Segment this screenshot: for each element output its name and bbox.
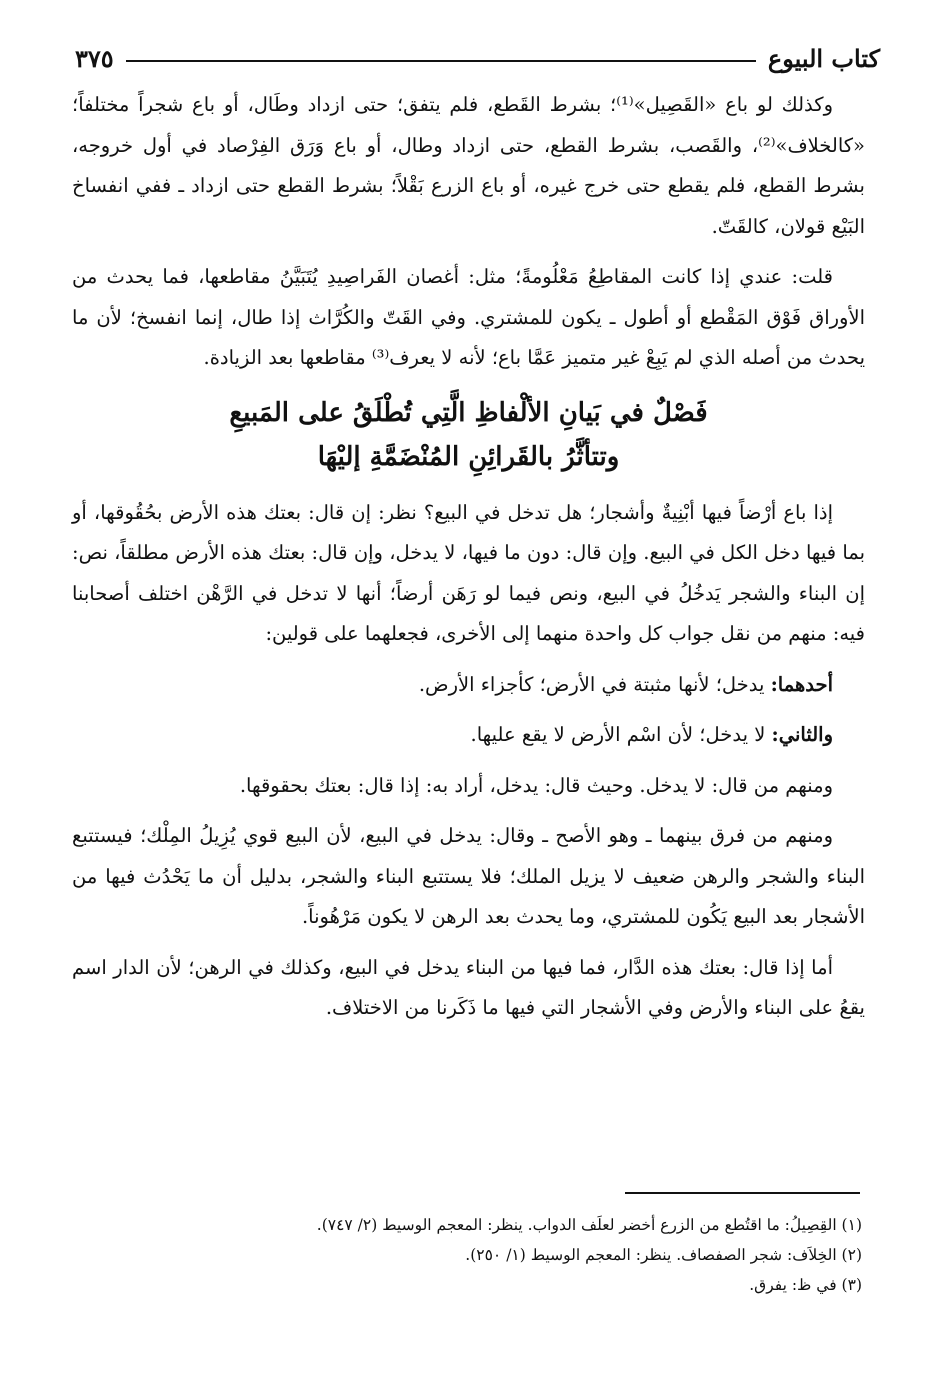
second-opinion-text: لا يدخل؛ لأن اسْم الأرض لا يقع عليها. xyxy=(470,723,772,746)
footnote-1: (١) القِصِيلُ: ما اقتُطع من الزرع أخضر لعلَف الدواب. ينظر: المعجم الوسيط (٢/ ٧٤٧). xyxy=(316,1216,862,1234)
section-heading-line-1: فَصْلٌ في بَيانِ الألْفاظِ الَّتِي تُطْلَقُ على المَبيعِ xyxy=(229,397,708,428)
header-rule xyxy=(126,60,756,62)
paragraph-first-opinion xyxy=(72,665,865,706)
page-body xyxy=(72,85,865,1039)
page-number: ٣٧٥ xyxy=(75,43,114,73)
first-opinion-label: أحدهما: xyxy=(770,672,833,696)
second-opinion-label: والثاني: xyxy=(771,723,833,746)
page-header xyxy=(75,38,880,78)
book-title: كتاب البيوع xyxy=(767,43,880,73)
paragraph-land-sale: إذا باع أرْضاً فيها أبْنِيةٌ وأشجار؛ هل تدخل في البيع؟ نظر: إن قال: بعتك هذه الأرض بحُقُوقها، أو بما فيها دخل الكل في البيع. وإن قال: دون ما فيها، لا يدخل، وإن قال: بعتك هذه الأرض مطلقاً، نص: إن البناء والشجر يَدخُلُ في البيع، ونص فيما لو رَهَن أرضاً؛ أنها لا تدخل في الرَّهْن اختلف أصحابنا فيه: منهم من نقل جواب كل واحدة منهما إلى الأخرى، فجعلهما على قولين: xyxy=(72,500,865,645)
paragraph-author-opinion: قلت: عندي إذا كانت المقاطِعُ مَعْلُومةً؛ مثل: أغصان الفَراصِيدِ يُتَبَيَّنُ مقاطعها، فما يحدث من الأوراق فَوْق المَقْطع أو أطول ـ يكون للمشتري. وفي القَتّ والكُرَّاث إذا طال، إنما انفسخ؛ لأن ما يحدث من أصله الذي لم يَبِعْ غير متميز عَمَّا باع؛ لأنه لا يعرف⁽³⁾ مقاطعها بعد الزيادة. xyxy=(72,265,865,369)
paragraph-house-sale: أما إذا قال: بعتك هذه الدَّار، فما فيها من البناء يدخل في البيع، وكذلك في الرهن؛ لأن الدار اسم يقعُ على البناء والأرض وفي الأشجار التي فيها ما ذَكَرنا من الاختلاف. xyxy=(72,955,865,1019)
first-opinion-text: يدخل؛ لأنها مثبتة في الأرض؛ كأجزاء الأرض. xyxy=(418,672,771,696)
paragraph-second-opinion xyxy=(72,715,865,756)
footnote-2: (٢) الخِلاَف: شجر الصفصاف. ينظر: المعجم الوسيط (١/ ٢٥٠). xyxy=(465,1246,862,1264)
paragraph-other-view: ومنهم من قال: لا يدخل. وحيث قال: يدخل، أراد به: إذا قال: بعتك بحقوقها. xyxy=(239,773,833,797)
paragraph-distinction: ومنهم من فرق بينهما ـ وهو الأصح ـ وقال: يدخل في البيع، لأن البيع قوي يُزِيلُ المِلْك؛ فيستتبع البناء والشجر والرهن ضعيف لا يزيل الملك؛ فلا يستتبع البناء والشجر، بدليل أن ما يَحْدُث فيها من الأشجار بعد البيع يَكُون للمشتري، وما يحدث بعد الرهن لا يكون مَرْهُوناً. xyxy=(72,824,865,928)
footnote-3: (٣) في ظ: يفرق. xyxy=(749,1276,862,1294)
section-heading-line-2: وتتأثَّرُ بالقَرائِنِ المُنْضَمَّةِ إليْهَا xyxy=(317,441,620,472)
paragraph-qasil: وكذلك لو باع «القَصِيل»⁽¹⁾؛ بشرط القَطع، فلم يتفق؛ حتى ازداد وطَال، أو باع شجراً مختلفاً؛ «كالخلاف»⁽²⁾، والقَصب، بشرط القطع، حتى ازداد وطال، أو باع وَرَق الفِرْصاد في أول خروجه، بشرط القطع، فلم يقطع حتى خرج غيره، أو باع الزرع بَقْلاً؛ بشرط القطع حتى ازداد ـ ففي انفساخ البَيْع قولان، كالقَتّ. xyxy=(72,93,865,238)
section-heading xyxy=(72,391,865,479)
footnote-separator xyxy=(625,1192,860,1194)
footnotes xyxy=(72,1210,862,1300)
